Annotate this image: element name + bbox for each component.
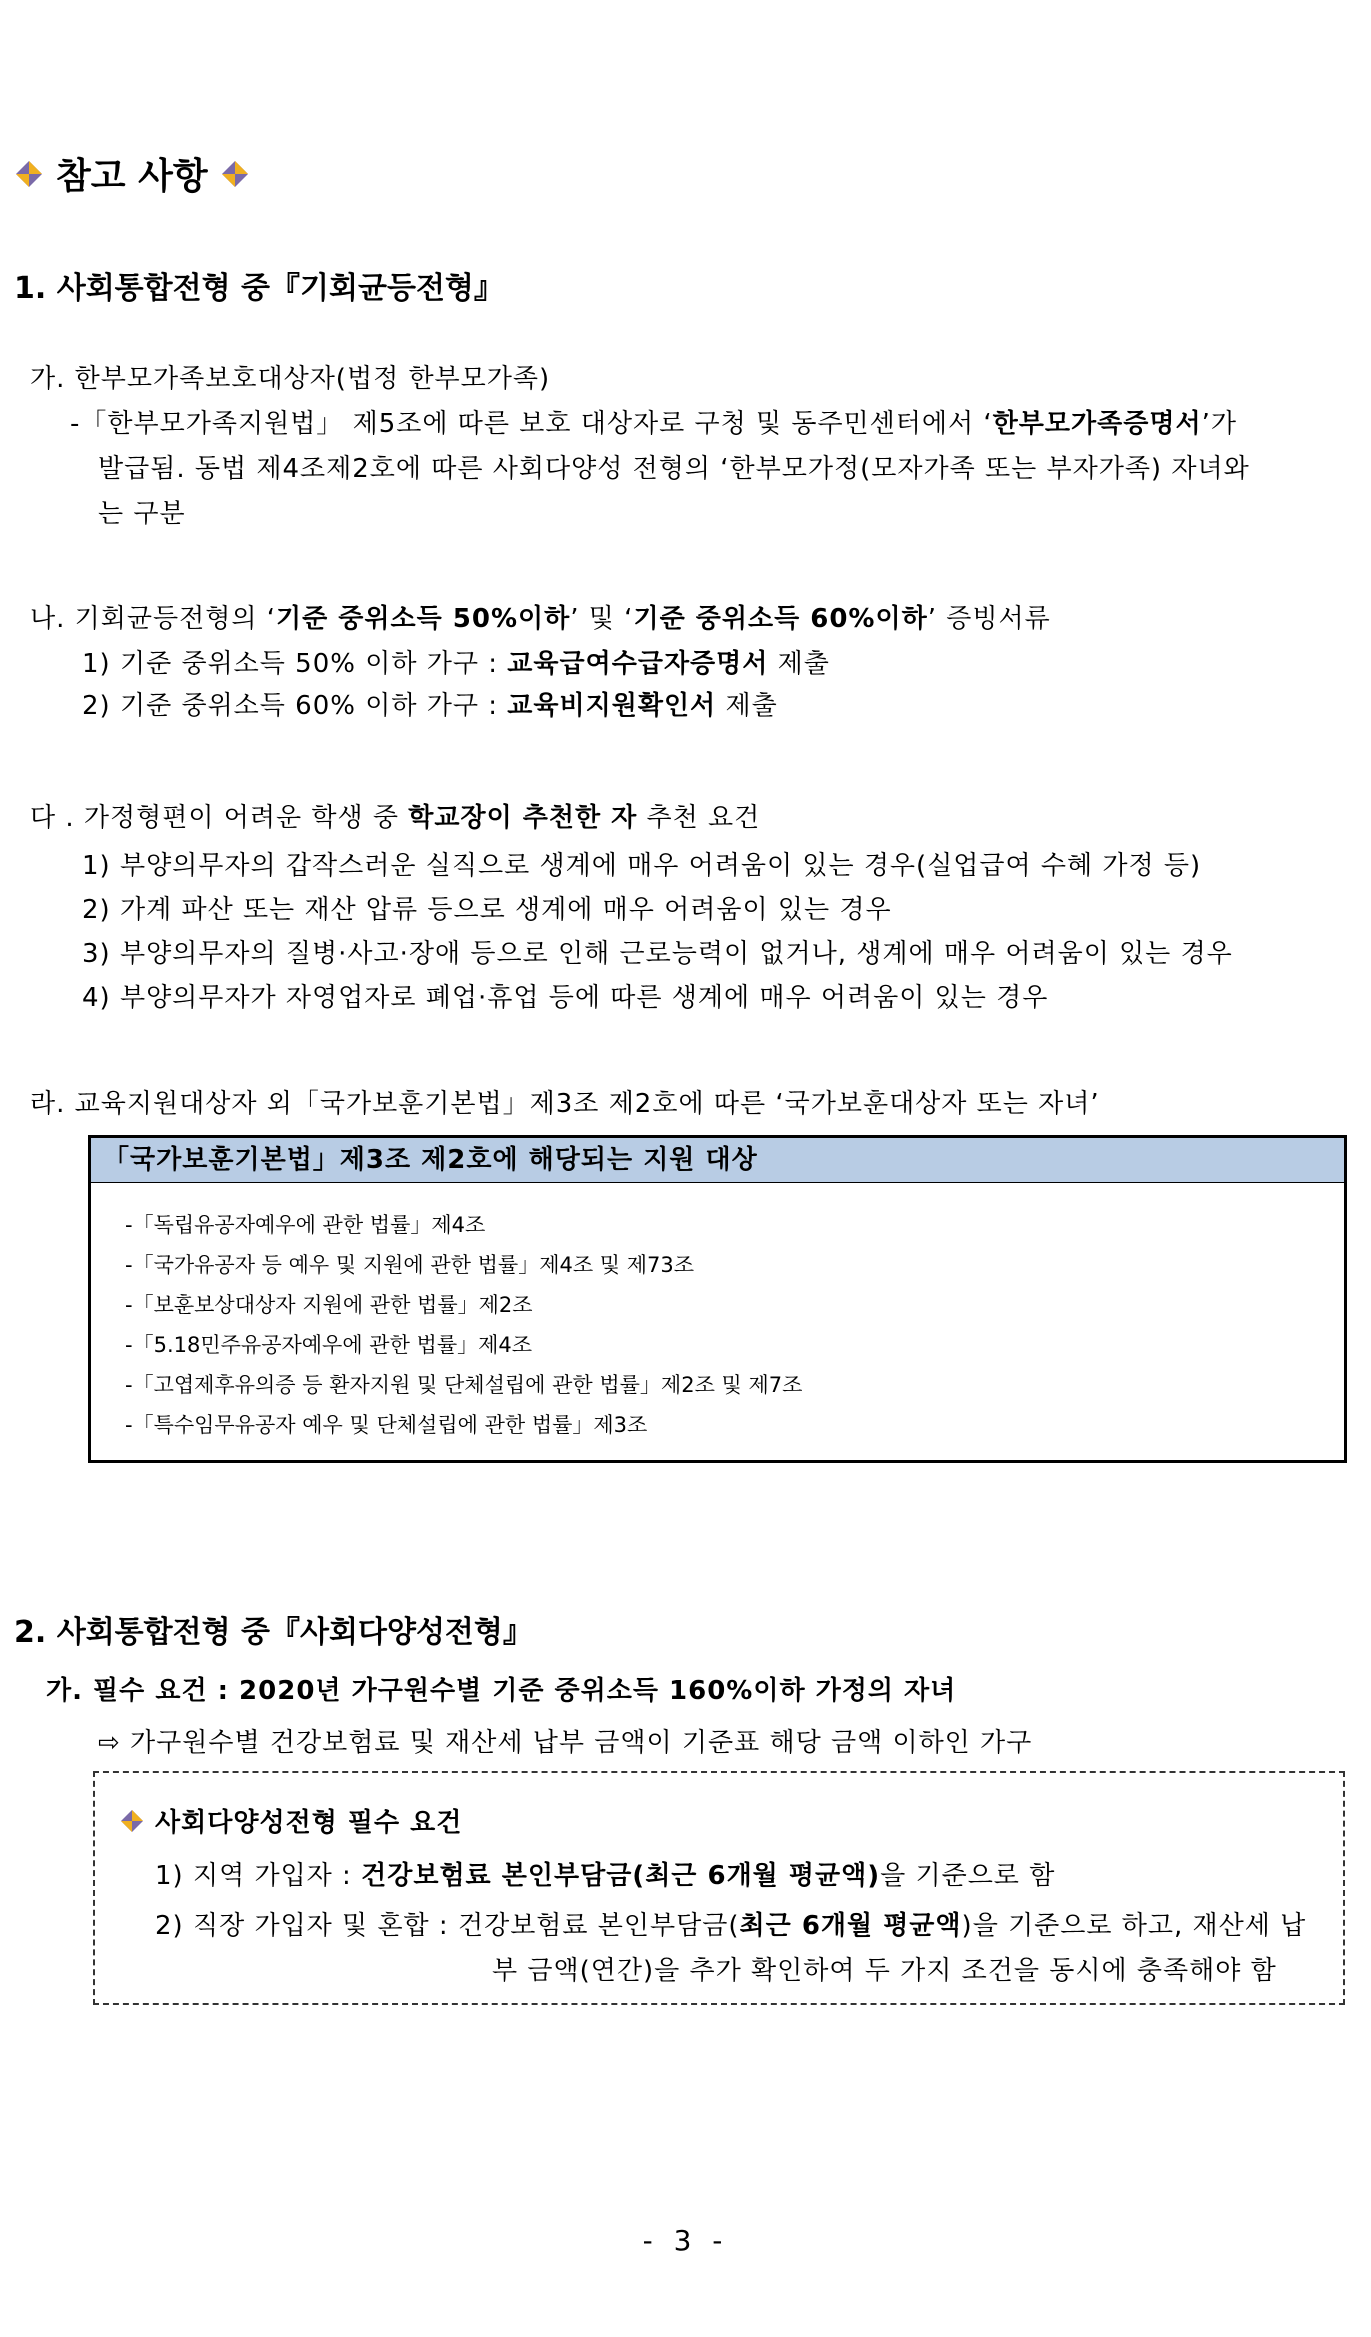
section-1-da-title: 다 . 가정형편이 어려운 학생 중 학교장이 추천한 자 추천 요건 bbox=[30, 803, 761, 833]
section-1-ga-line3: 는 구분 bbox=[98, 499, 186, 529]
diversity-box-item2: 2) 직장 가입자 및 혼합 : 건강보험료 본인부담금(최근 6개월 평균액)을 기준으로 하고, 재산세 납 bbox=[155, 1911, 1307, 1941]
section-1-na-title: 나. 기회균등전형의 ‘기준 중위소득 50%이하’ 및 ‘기준 중위소득 60%이하’ 증빙서류 bbox=[30, 604, 1051, 634]
section-1-da-item: 1) 부양의무자의 갑작스러운 실직으로 생계에 매우 어려움이 있는 경우(실업급여 수혜 가정 등) bbox=[82, 851, 1202, 881]
page-number: - 3 - bbox=[642, 2224, 729, 2257]
section-1-na-item2: 2) 기준 중위소득 60% 이하 가구 : 교육비지원확인서 제출 bbox=[82, 691, 778, 721]
diamond-bullet-icon bbox=[121, 1810, 143, 1832]
support-target-item: -「고엽제후유의증 등 환자지원 및 단체설립에 관한 법률」제2조 및 제7조 bbox=[125, 1373, 803, 1397]
diversity-box-item1: 1) 지역 가입자 : 건강보험료 본인부담금(최근 6개월 평균액)을 기준으로 함 bbox=[155, 1861, 1056, 1891]
section-1-ga-line2: 발급됨. 동법 제4조제2호에 따른 사회다양성 전형의 ‘한부모가정(모자가족 또는 부자가족) 자녀와 bbox=[98, 454, 1250, 484]
section-2-arrow-line: ⇨ 가구원수별 건강보험료 및 재산세 납부 금액이 기준표 해당 금액 이하인 가구 bbox=[98, 1728, 1033, 1758]
section-2-ga-title: 가. 필수 요건 : 2020년 가구원수별 기준 중위소득 160%이하 가정의 자녀 bbox=[46, 1676, 957, 1706]
diversity-box-item2-cont: 부 금액(연간)을 추가 확인하여 두 가지 조건을 동시에 충족해야 함 bbox=[492, 1956, 1277, 1986]
section-1-ga-line1: -「한부모가족지원법」 제5조에 따른 보호 대상자로 구청 및 동주민센터에서 ‘한부모가족증명서’가 bbox=[70, 409, 1237, 439]
section-1-da-item: 3) 부양의무자의 질병·사고·장애 등으로 인해 근로능력이 없거나, 생계에 매우 어려움이 있는 경우 bbox=[82, 939, 1233, 969]
support-target-box-header: 「국가보훈기본법」제3조 제2호에 해당되는 지원 대상 bbox=[91, 1138, 1344, 1183]
page-heading bbox=[16, 148, 248, 199]
section-1-da-item: 2) 가계 파산 또는 재산 압류 등으로 생계에 매우 어려움이 있는 경우 bbox=[82, 895, 892, 925]
section-1-title: 1. 사회통합전형 중『기회균등전형』 bbox=[14, 271, 504, 306]
heading-text: 참고 사항 bbox=[56, 156, 208, 197]
diversity-box-title: 사회다양성전형 필수 요건 bbox=[121, 1802, 462, 1839]
support-target-item: -「특수임무유공자 예우 및 단체설립에 관한 법률」제3조 bbox=[125, 1413, 648, 1437]
support-target-item: -「5.18민주유공자예우에 관한 법률」제4조 bbox=[125, 1333, 533, 1357]
support-target-box bbox=[88, 1135, 1347, 1463]
section-1-da-item: 4) 부양의무자가 자영업자로 폐업·휴업 등에 따른 생계에 매우 어려움이 있는 경우 bbox=[82, 983, 1049, 1013]
section-1-ra-title: 라. 교육지원대상자 외「국가보훈기본법」제3조 제2호에 따른 ‘국가보훈대상자 또는 자녀’ bbox=[30, 1089, 1100, 1119]
support-target-item: -「국가유공자 등 예우 및 지원에 관한 법률」제4조 및 제73조 bbox=[125, 1253, 695, 1277]
diamond-bullet-icon bbox=[222, 161, 248, 187]
section-2-title: 2. 사회통합전형 중『사회다양성전형』 bbox=[14, 1615, 533, 1650]
support-target-item: -「독립유공자예우에 관한 법률」제4조 bbox=[125, 1213, 486, 1237]
diamond-bullet-icon bbox=[16, 161, 42, 187]
section-1-ga-title: 가. 한부모가족보호대상자(법정 한부모가족) bbox=[30, 364, 551, 394]
support-target-item: -「보훈보상대상자 지원에 관한 법률」제2조 bbox=[125, 1293, 533, 1317]
section-1-na-item1: 1) 기준 중위소득 50% 이하 가구 : 교육급여수급자증명서 제출 bbox=[82, 649, 830, 679]
